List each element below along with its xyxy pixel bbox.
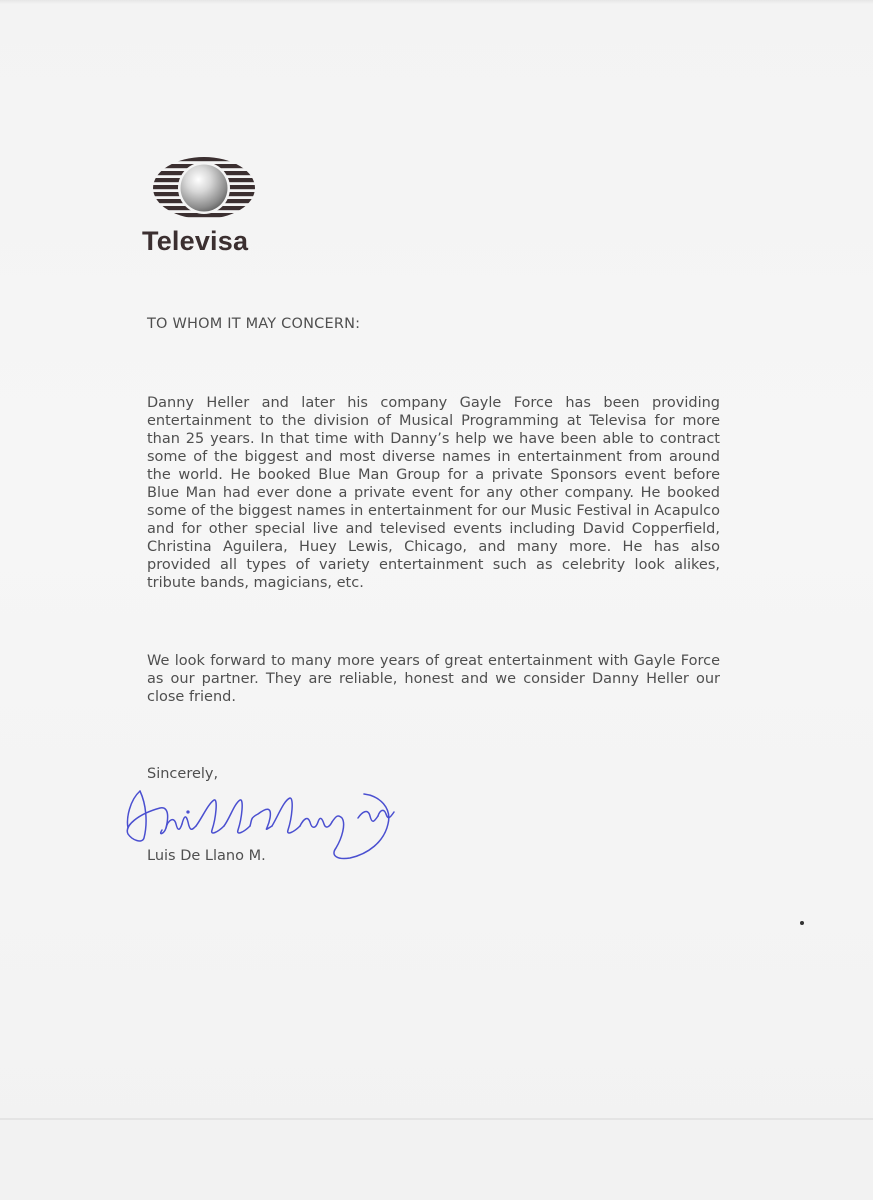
closing: Sincerely, bbox=[147, 766, 219, 782]
body-paragraph-2: We look forward to many more years of great entertainment with Gayle Force as our partner. They are reliable, honest and we consider Danny Heller our close friend. bbox=[147, 653, 720, 705]
televisa-logo bbox=[142, 155, 268, 255]
company-name: Televisa bbox=[142, 226, 249, 256]
body-paragraph-1: Danny Heller and later his company Gayle Force has been providing entertainment to the division of Musical Programming at Televisa for more than 25 years. In that time with Danny’s help we have been able to contract some of the biggest and most diverse names in entertainment from around the world. He booked Blue Man Group for a private Sponsors event before Blue Man had ever done a private event for any other company. He booked some of the biggest names in entertainment for our Music Festival in Acapulco and for other special live and televised events including David Copperfield, Christina Aguilera, Huey Lewis, Chicago, and many more. He has also provided all types of variety entertainment such as celebrity look alikes, tribute bands, magicians, etc. bbox=[147, 395, 720, 591]
page-top-edge bbox=[0, 0, 873, 4]
salutation: TO WHOM IT MAY CONCERN: bbox=[147, 316, 361, 332]
scan-speck bbox=[800, 921, 804, 925]
televisa-eye-logo-icon bbox=[152, 155, 256, 221]
signer-name: Luis De Llano M. bbox=[147, 848, 266, 864]
page-bottom-edge bbox=[0, 1118, 873, 1120]
